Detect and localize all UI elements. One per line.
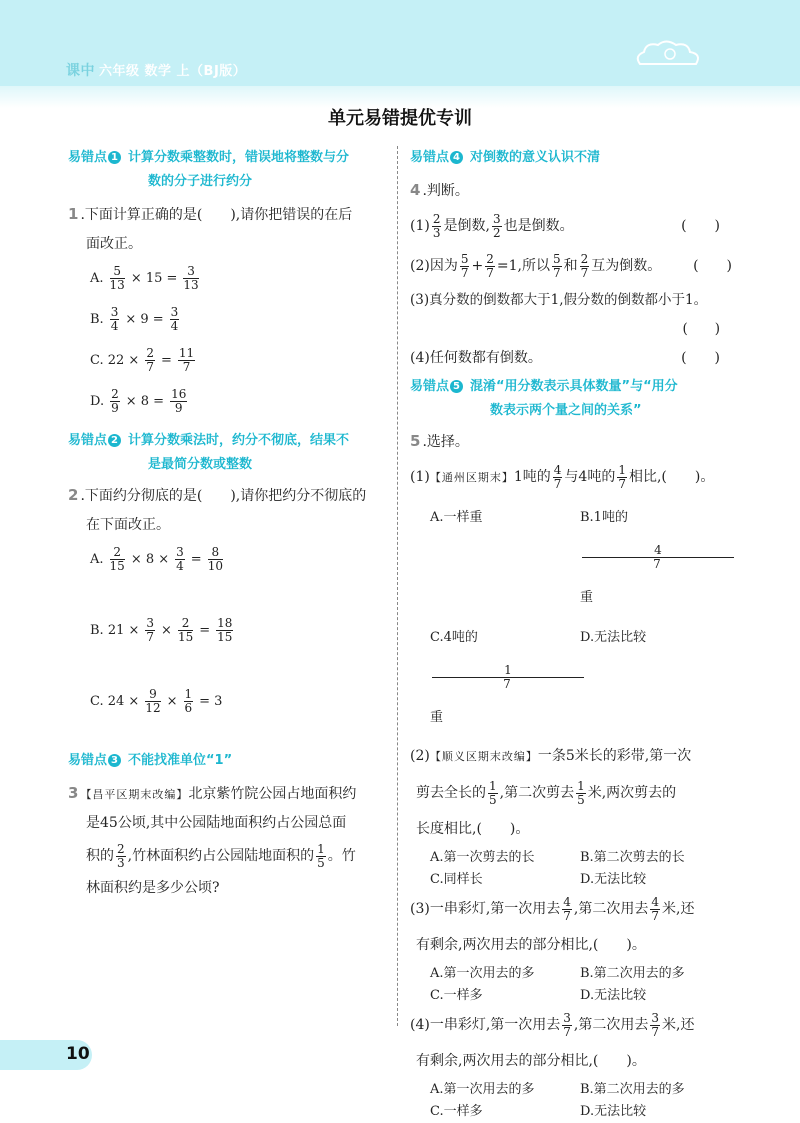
cloud-icon <box>630 36 710 70</box>
page-number: 10 <box>66 1044 90 1064</box>
choice-2-cd: C.同样长 D.无法比较 <box>430 872 647 887</box>
column-divider <box>397 146 398 1026</box>
choice-3: (3)一串彩灯,第一次用去 $\frac{4}{7}$ ,第二次用去 $\frac{4}{7}$ 米,还 有剩余,两次用去的部分相比,( )。 <box>410 894 695 953</box>
option-1a: A. $\frac{5}{13}$ × 15 = $\frac{3}{13}$ <box>90 264 199 292</box>
question-5: 5 .选择。 <box>410 432 469 450</box>
option-1c: C. 22 × $\frac{2}{7}$ = $\frac{11}{7}$ <box>90 346 195 374</box>
choice-1-ab: A.一样重 B.1吨的 $\frac{4}{7}$ 重 <box>430 498 732 618</box>
error-point-2: 易错点 2 计算分数乘法时，约分不彻底，结果不 是最简分数或整数 <box>68 433 350 472</box>
option-2b: B. 21 × $\frac{3}{7}$ × $\frac{2}{15}$ = $\frac{18}{15}$ <box>90 616 233 644</box>
right-column <box>410 142 732 1123</box>
question-4: 4 .判断。 <box>410 181 469 199</box>
question-2: 2 .下面约分彻底的是( ),请你把约分不彻底的 在下面改正。 <box>68 486 367 533</box>
logo: 课中 <box>66 63 95 79</box>
error-point-3: 易错点 3 不能找准单位“1” <box>68 753 233 768</box>
option-1d: D. $\frac{2}{9}$ × 8 = $\frac{16}{9}$ <box>90 387 187 415</box>
judge-2: (2)因为 $\frac{5}{7}$ + $\frac{2}{7}$ =1,所以 $\frac{5}{7}$ 和 $\frac{2}{7}$ 互为倒数。 ( ) <box>410 251 732 280</box>
choice-4-ab: A.第一次用去的多 B.第二次用去的多 <box>430 1082 685 1097</box>
choice-2: (2)【顺义区期末改编】一条5米长的彩带,第一次 剪去全长的 $\frac{1}{5}$ ,第二次剪去 $\frac{1}{5}$ 米,两次剪去的 长度相比,( )。 <box>410 748 692 837</box>
series-text: 六年级 数学 上（BJ版） <box>99 64 247 79</box>
choice-4: (4)一串彩灯,第一次用去 $\frac{3}{7}$ ,第二次用去 $\frac{3}{7}$ 米,还 有剩余,两次用去的部分相比,( )。 <box>410 1010 695 1069</box>
choice-3-ab: A.第一次用去的多 B.第二次用去的多 <box>430 966 685 981</box>
choice-4-cd: C.一样多 D.无法比较 <box>430 1104 647 1119</box>
question-1: 1 .下面计算正确的是( ),请你把错误的在后 面改正。 <box>68 205 353 252</box>
choice-1: (1)【通州区期末】1吨的 $\frac{4}{7}$ 与4吨的 $\frac{1}{7}$ 相比,( )。 <box>410 462 715 491</box>
series-label <box>66 60 246 80</box>
judge-1: (1) $\frac{2}{3}$ 是倒数, $\frac{3}{2}$ 也是倒数。 ( ) <box>410 211 720 240</box>
error-point-4: 易错点 4 对倒数的意义认识不清 <box>410 150 601 165</box>
option-2c: C. 24 × $\frac{9}{12}$ × $\frac{1}{6}$ = 3 <box>90 687 223 715</box>
judge-4: (4)任何数都有倒数。 ( ) <box>410 350 720 366</box>
choice-3-cd: C.一样多 D.无法比较 <box>430 988 647 1003</box>
page-title: 单元易错提优专训 <box>328 108 472 129</box>
judge-3: (3)真分数的倒数都大于1,假分数的倒数都小于1。 ( ) <box>410 292 720 337</box>
page-number-tab <box>0 1040 92 1070</box>
option-2a: A. $\frac{2}{15}$ × 8 × $\frac{3}{4}$ = $\frac{8}{10}$ <box>90 545 223 573</box>
question-3: 3 【昌平区期末改编】北京紫竹院公园占地面积约 是45公顷,其中公园陆地面积约占公园总面 积的 $\frac{2}{3}$ ,竹林面积约占公园陆地面积的 $\frac{1}{5}$ 。竹 林面积约是多少公顷? <box>68 784 357 896</box>
choice-2-ab: A.第一次剪去的长 B.第二次剪去的长 <box>430 850 685 865</box>
error-point-1: 易错点 1 计算分数乘整数时，错误地将整数与分 数的分子进行约分 <box>68 150 350 189</box>
error-point-5: 易错点 5 混淆“用分数表示具体数量”与“用分 数表示两个量之间的关系” <box>410 379 678 418</box>
left-column <box>68 142 390 903</box>
option-1b: B. $\frac{3}{4}$ × 9 = $\frac{3}{4}$ <box>90 305 179 333</box>
choice-1-cd: C.4吨的 $\frac{1}{7}$ 重 D.无法比较 <box>430 630 647 725</box>
